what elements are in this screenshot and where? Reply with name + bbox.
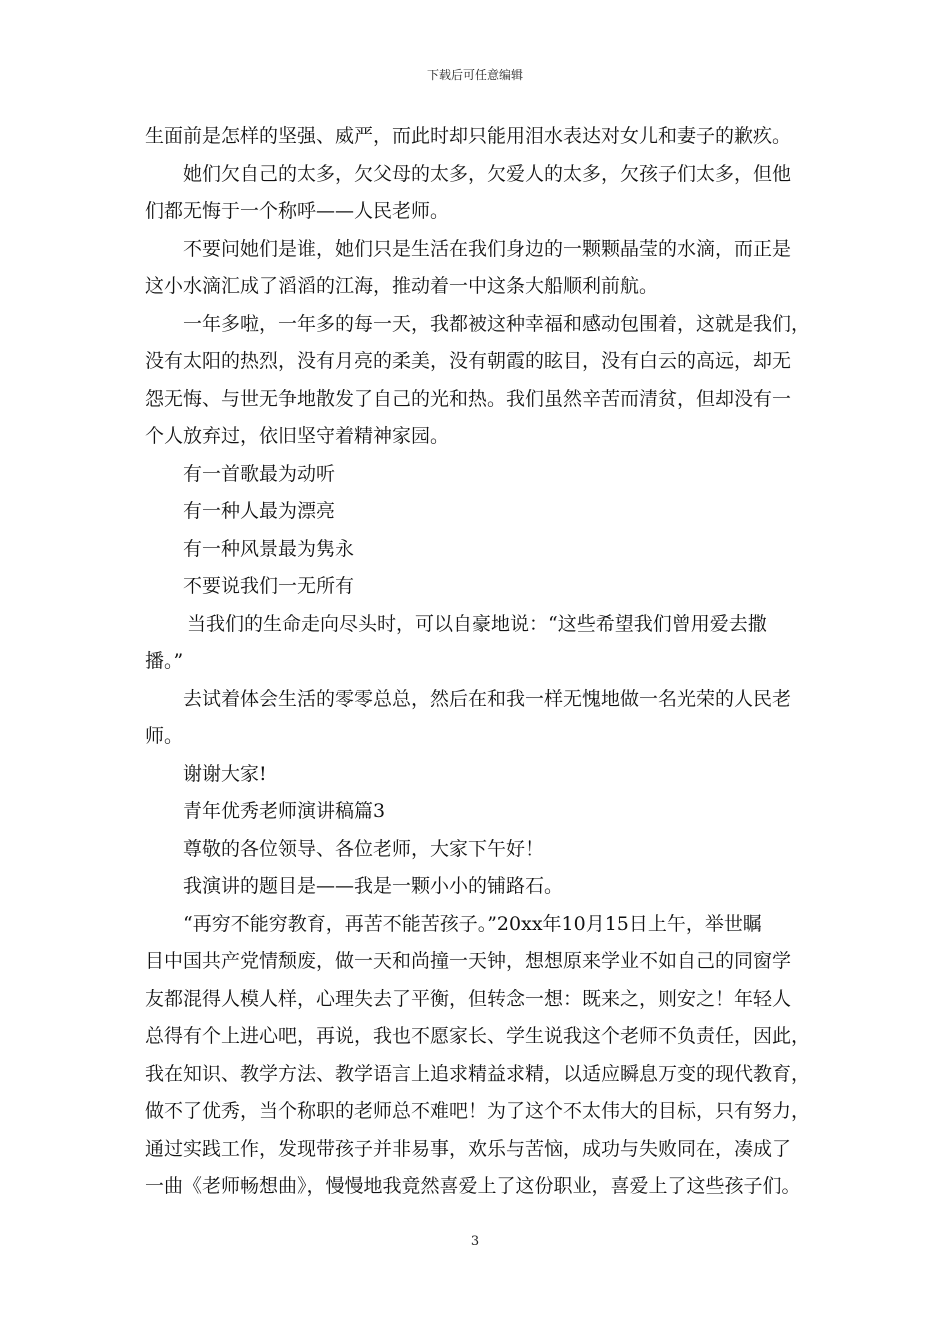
text-line: 师。	[145, 725, 184, 747]
text-line: 当我们的生命走向尽头时，可以自豪地说：“这些希望我们曾用爱去撒	[187, 612, 767, 635]
text-line: 目中国共产党情颓废，做一天和尚撞一天钟，想想原来学业不如自己的同窗学	[145, 950, 792, 972]
text-line: 一曲《老师畅想曲》，慢慢地我竟然喜爱上了这份职业，喜爱上了这些孩子们。	[145, 1175, 801, 1197]
text-line: 有一种人最为漂亮	[183, 500, 336, 522]
text-line: 有一首歌最为动听	[183, 462, 336, 485]
text-line: 总得有个上进心吧，再说，我也不愿家长、学生说我这个老师不负责任，因此，	[145, 1025, 811, 1047]
text-line: 她们欠自己的太多，欠父母的太多，欠爱人的太多，欠孩子们太多，但他	[183, 162, 792, 185]
text-line: 友都混得人模人样，心理失去了平衡，但转念一想：既来之，则安之！年轻人	[145, 987, 792, 1010]
text-line: 们都无悔于一个称呼——人民老师。	[145, 200, 450, 222]
text-line: 我在知识、教学方法、教学语言上追求精益求精，以适应瞬息万变的现代教育，	[145, 1062, 811, 1085]
text-line: 谢谢大家!	[183, 762, 267, 785]
text-line: 一年多啦，一年多的每一天，我都被这种幸福和感动包围着，这就是我们，	[183, 312, 811, 335]
text-line: 播。”	[145, 650, 184, 672]
text-line: 做不了优秀，当个称职的老师总不难吧！为了这个不太伟大的目标，只有努力，	[145, 1100, 811, 1122]
text-line: 个人放弃过，依旧坚守着精神家园。	[145, 425, 450, 447]
text-line: 去试着体会生活的零零总总，然后在和我一样无愧地做一名光荣的人民老	[183, 687, 792, 710]
document-body	[145, 118, 825, 1206]
text-line: 尊敬的各位领导、各位老师，大家下午好！	[183, 837, 545, 860]
text-line: 不要说我们一无所有	[183, 575, 355, 597]
text-line: “再穷不能穷教育，再苦不能苦孩子。”20xx年10月15日上午，举世瞩	[183, 912, 762, 935]
text-line: 这小水滴汇成了滔滔的江海，推动着一中这条大船顺利前航。	[145, 275, 659, 297]
text-line: 有一种风景最为隽永	[183, 537, 355, 560]
text-line: 我演讲的题目是——我是一颗小小的铺路石。	[183, 875, 564, 897]
text-line: 生面前是怎样的坚强、威严，而此时却只能用泪水表达对女儿和妻子的歉疚。	[145, 125, 792, 147]
section-heading: 青年优秀老师演讲稿篇3	[183, 800, 386, 822]
page-header: 下载后可任意编辑	[426, 68, 523, 82]
text-line: 不要问她们是谁，她们只是生活在我们身边的一颗颗晶莹的水滴，而正是	[183, 237, 792, 260]
text-line: 通过实践工作，发现带孩子并非易事，欢乐与苦恼，成功与失败同在，凑成了	[145, 1137, 792, 1160]
text-line: 没有太阳的热烈，没有月亮的柔美，没有朝霞的眩目，没有白云的高远，却无	[145, 350, 792, 372]
text-line: 怨无悔、与世无争地散发了自己的光和热。我们虽然辛苦而清贫，但却没有一	[145, 387, 792, 410]
page-number: 3	[470, 1234, 480, 1249]
